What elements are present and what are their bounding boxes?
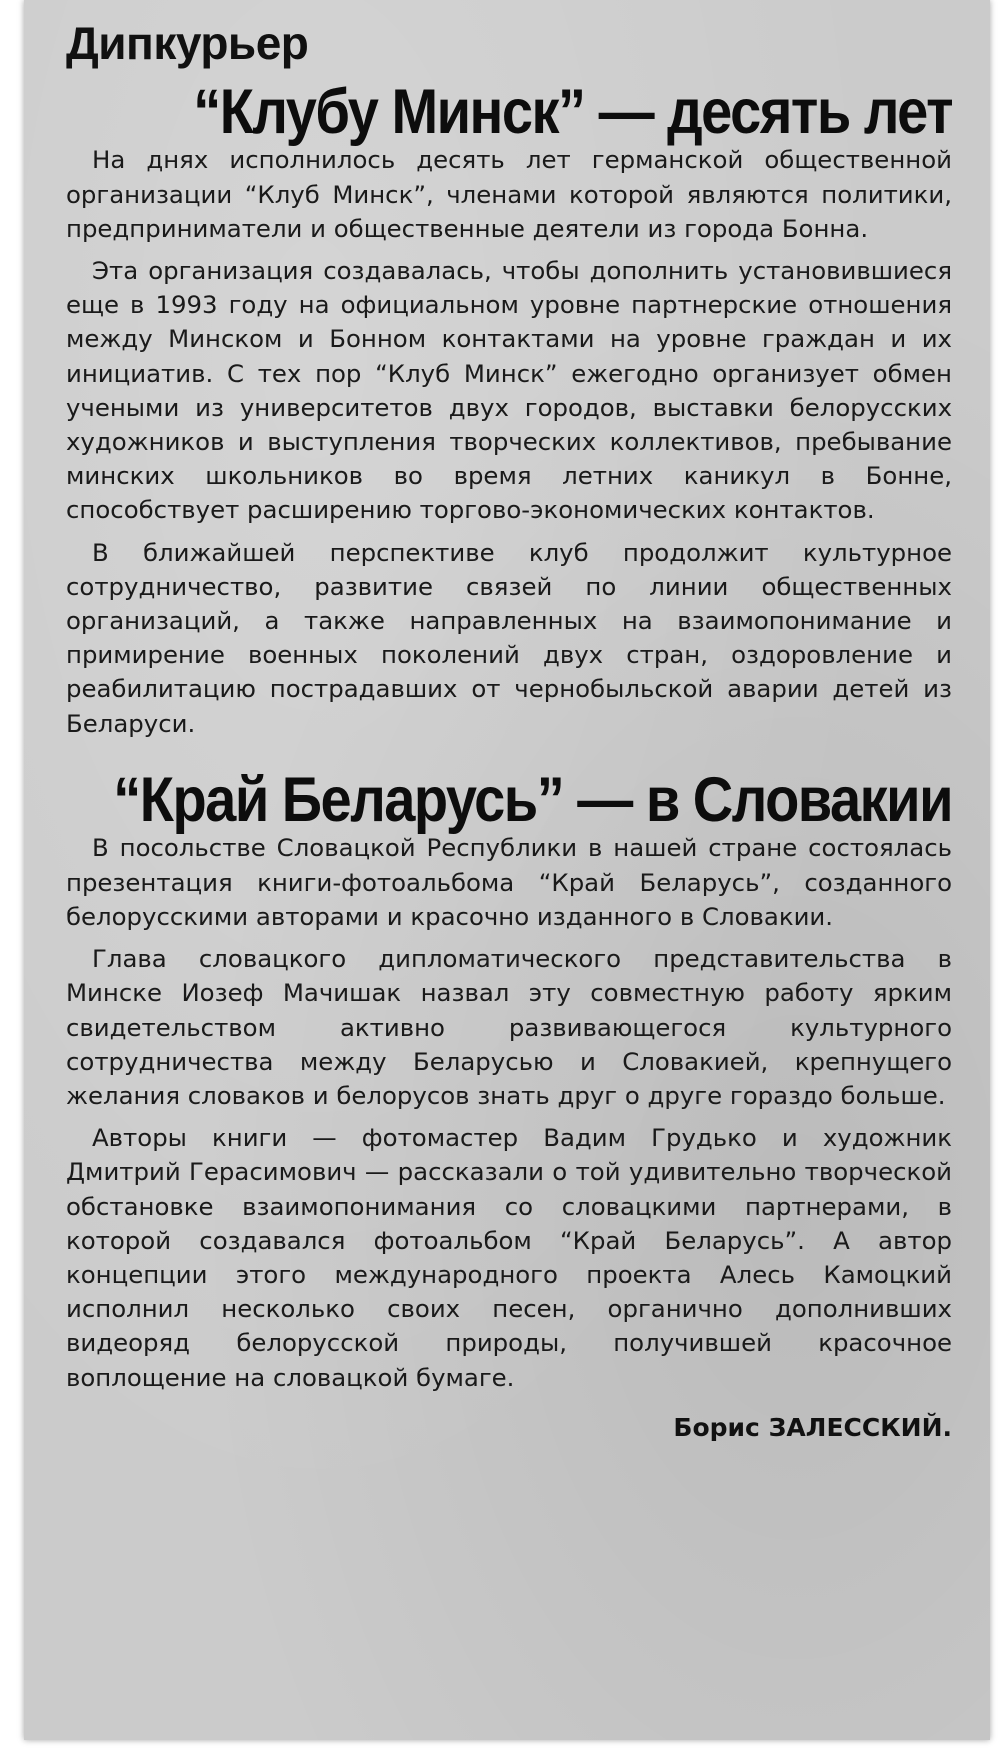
- rubric-title: Дипкурьер: [66, 17, 309, 69]
- article-paragraph: Глава словацкого дипломатического представительства в Минске Иозеф Мачишак назвал эту совместную работу ярким свидетельством активно развивающегося культурного сотрудничества между Беларусью и Словакией, крепнущего желания словаков и белорусов знать друг о друге гораздо больше.: [66, 944, 952, 1110]
- newspaper-clipping: [24, 0, 990, 1740]
- article-paragraph: Эта организация создавалась, чтобы дополнить установившиеся еще в 1993 году на официальном уровне партнерские отношения между Минском и Бонном контактами на уровне граждан и их инициатив. С тех пор “Клуб Минск” ежегодно организует обмен учеными из университетов двух городов, выставки белорусских художников и выступления творческих коллективов, пребывание минских школьников во время летних каникул в Бонне, способствует расширению торгово-экономических контактов.: [66, 255, 952, 525]
- article-paragraph: На днях исполнилось десять лет германской общественной организации “Клуб Минск”, членами которой являются политики, предприниматели и общественные деятели из города Бонна.: [66, 145, 952, 243]
- article-klub-minsk: [66, 77, 952, 741]
- article-paragraph: В ближайшей перспективе клуб продолжит культурное сотрудничество, развитие связей по линии общественных организаций, а также направленных на взаимопонимание и примирение военных поколений двух стран, оздоровление и реабилитацию пострадавших от чернобыльской аварии детей из Беларуси.: [66, 537, 952, 738]
- article-paragraph: Авторы книги — фотомастер Вадим Грудько и художник Дмитрий Герасимович — рассказали о той удивительно творческой обстановке взаимопонимания со словацкими партнерами, в которой создавался фотоальбом “Край Беларусь”. А автор концепции этого международного проекта Алесь Камоцкий исполнил несколько своих песен, органично дополнивших видеоряд белорусской природы, получившей красочное воплощение на словацкой бумаге.: [66, 1123, 952, 1392]
- article-paragraph: В посольстве Словацкой Республики в нашей стране состоялась презентация книги-фотоальбома “Край Беларусь”, созданного белорусскими авторами и красочно изданного в Словакии.: [66, 833, 952, 931]
- article-krai-belarus: [66, 765, 952, 1395]
- article-headline: “Край Беларусь” — в Словакии: [113, 763, 952, 835]
- author-byline: Борис ЗАЛЕССКИЙ.: [673, 1412, 952, 1442]
- article-headline: “Клубу Минск” — десять лет: [193, 75, 952, 147]
